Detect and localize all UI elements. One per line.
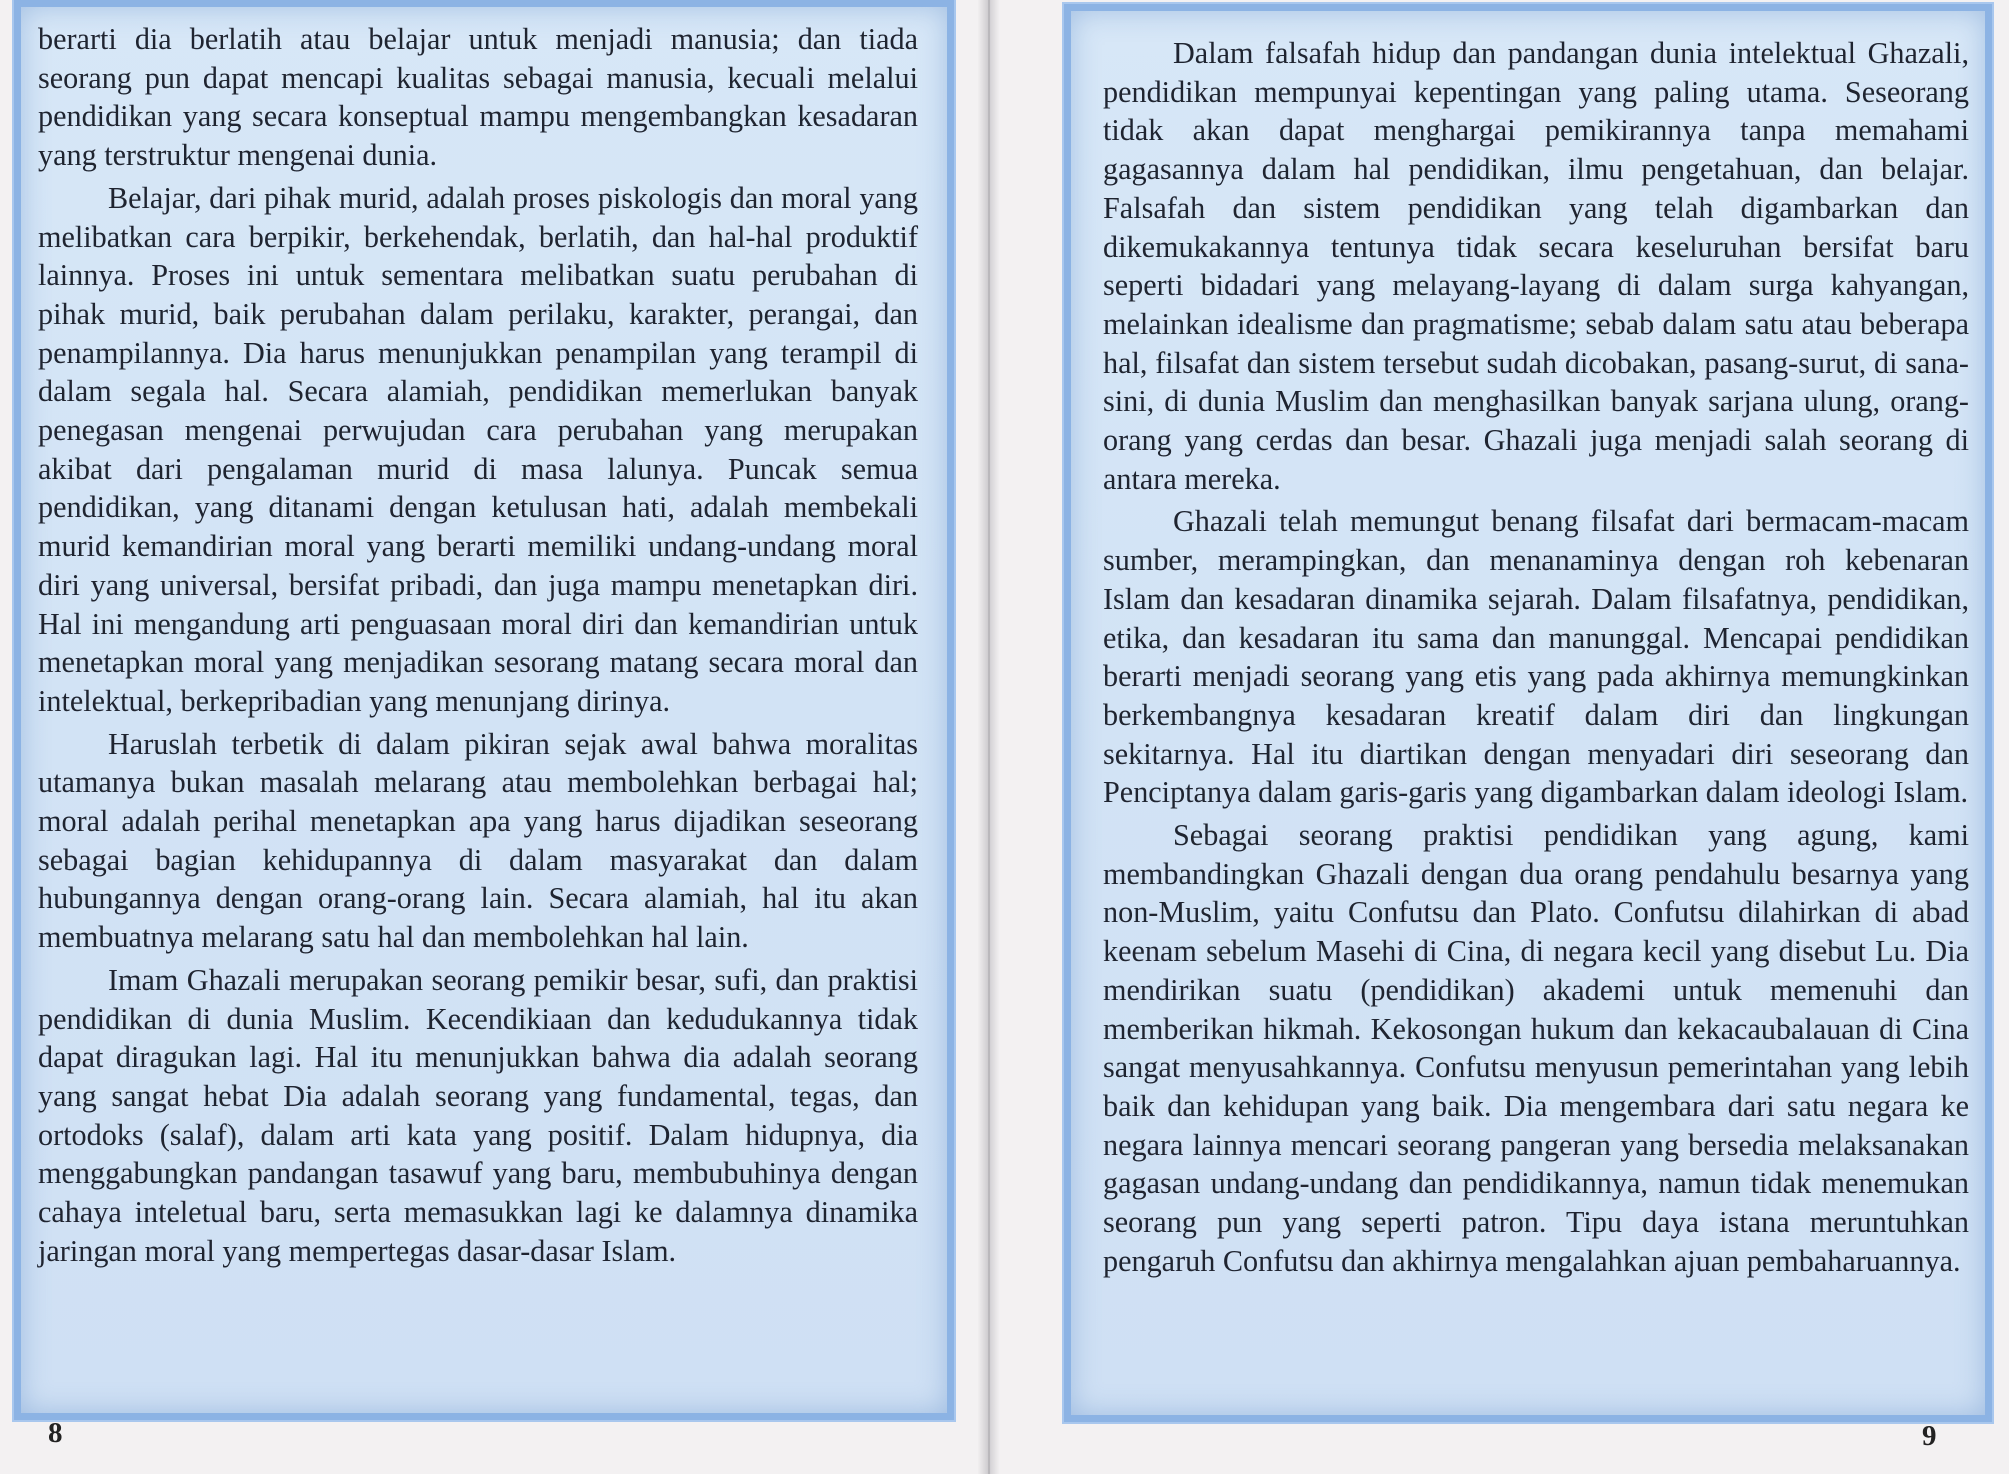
page-number-left: 8	[48, 1417, 63, 1449]
left-paragraph-1: berarti dia berlatih atau belajar untuk menjadi manusia; dan tiada seorang pun dapat mencapi kualitas sebagai manusia, kecuali melalui pendidikan yang secara konseptual mampu mengembangkan kesadaran yang terstruktur mengenai dunia.	[38, 22, 918, 173]
page-number-right: 9	[1922, 1420, 1937, 1452]
right-paragraph-1: Dalam falsafah hidup dan pandangan dunia intelektual Ghazali, pendidikan mempunyai kepentingan yang paling utama. Seseorang tidak akan dapat menghargai pemikirannya tanpa memahami gagasannya dalam hal pendidikan, ilmu pengetahuan, dan belajar. Falsafah dan sistem pendidikan yang telah digambarkan dan dikemukakannya tentunya tidak secara keseluruhan bersifat baru seperti bidadari yang melayang-layang di dalam surga kahyangan, melainkan idealisme dan pragmatisme; sebab dalam satu atau beberapa hal, filsafat dan sistem tersebut sudah dicobakan, pasang-surut, di sana-sini, di dunia Muslim dan menghasilkan banyak sarjana ulung, orang-orang yang cerdas dan besar. Ghazali juga menjadi salah seorang di antara mereka.	[1103, 36, 1969, 496]
left-page-text	[38, 20, 918, 1275]
left-paragraph-2: Belajar, dari pihak murid, adalah proses piskologis dan moral yang melibatkan cara berpikir, berkehendak, berlatih, dan hal-hal produktif lainnya. Proses ini untuk sementara melibatkan suatu perubahan di pihak murid, baik perubahan dalam perilaku, karakter, perangai, dan penampilannya. Dia harus menunjukkan penampilan yang terampil di dalam segala hal. Secara alamiah, pendidikan memerlukan banyak penegasan mengenai perwujudan cara perubahan yang merupakan akibat dari pengalaman murid di masa lalunya. Puncak semua pendidikan, yang ditanami dengan ketulusan hati, adalah membekali murid kemandirian moral yang berarti memiliki undang-undang moral diri yang universal, bersifat pribadi, dan juga mampu menetapkan diri. Hal ini mengandung arti penguasaan moral diri dan kemandirian untuk menetapkan moral yang menjadikan sesorang matang secara moral dan intelektual, berkepribadian yang menunjang dirinya.	[38, 180, 918, 718]
right-paragraph-2: Ghazali telah memungut benang filsafat dari bermacam-macam sumber, merampingkan, dan menanaminya dengan roh kebenaran Islam dan kesadaran dinamika sejarah. Dalam filsafatnya, pendidikan, etika, dan kesadaran itu sama dan manunggal. Mencapai pendidikan berarti menjadi seorang yang etis yang pada akhirnya memungkinkan berkembangnya kesadaran kreatif dalam diri dan lingkungan sekitarnya. Hal itu diartikan dengan menyadari diri seseorang dan Penciptanya dalam garis-garis yang digambarkan dalam ideologi Islam.	[1103, 504, 1969, 810]
left-paragraph-3: Haruslah terbetik di dalam pikiran sejak awal bahwa moralitas utamanya bukan masalah melarang atau membolehkan berbagai hal; moral adalah perihal menetapkan apa yang harus dijadikan seseorang sebagai bagian kehidupannya di dalam masyarakat dan dalam hubungannya dengan orang-orang lain. Secara alamiah, hal itu akan membuatnya melarang satu hal dan membolehkan hal lain.	[38, 726, 918, 955]
left-paragraph-4: Imam Ghazali merupakan seorang pemikir besar, sufi, dan praktisi pendidikan di dunia Muslim. Kecendikiaan dan kedudukannya tidak dapat diragukan lagi. Hal itu menunjukkan bahwa dia adalah seorang yang sangat hebat Dia adalah seorang yang fundamental, tegas, dan ortodoks (salaf), dalam arti kata yang positif. Dalam hidupnya, dia menggabungkan pandangan tasawuf yang baru, membubuhinya dengan cahaya inteletual baru, serta memasukkan lagi ke dalamnya dinamika jaringan moral yang mempertegas dasar-dasar Islam.	[38, 962, 918, 1268]
book-gutter	[978, 0, 1000, 1474]
right-paragraph-3: Sebagai seorang praktisi pendidikan yang agung, kami membandingkan Ghazali dengan dua orang pendahulu besarnya yang non-Muslim, yaitu Confutsu dan Plato. Confutsu dilahirkan di abad keenam sebelum Masehi di Cina, di negara kecil yang disebut Lu. Dia mendirikan suatu (pendidikan) akademi untuk memenuhi dan memberikan hikmah. Kekosongan hukum dan kekacaubalauan di Cina sangat menyusahkannya. Confutsu menyusun pemerintahan yang lebih baik dan kehidupan yang baik. Dia mengembara dari satu negara ke negara lainnya mencari seorang pangeran yang bersedia melaksanakan gagasan undang-undang dan pendidikannya, namun tidak menemukan seorang pun yang seperti patron. Tipu daya istana meruntuhkan pengaruh Confutsu dan akhirnya mengalahkan ajuan pembaharuannya.	[1103, 818, 1969, 1278]
right-page-text	[1103, 34, 1969, 1285]
